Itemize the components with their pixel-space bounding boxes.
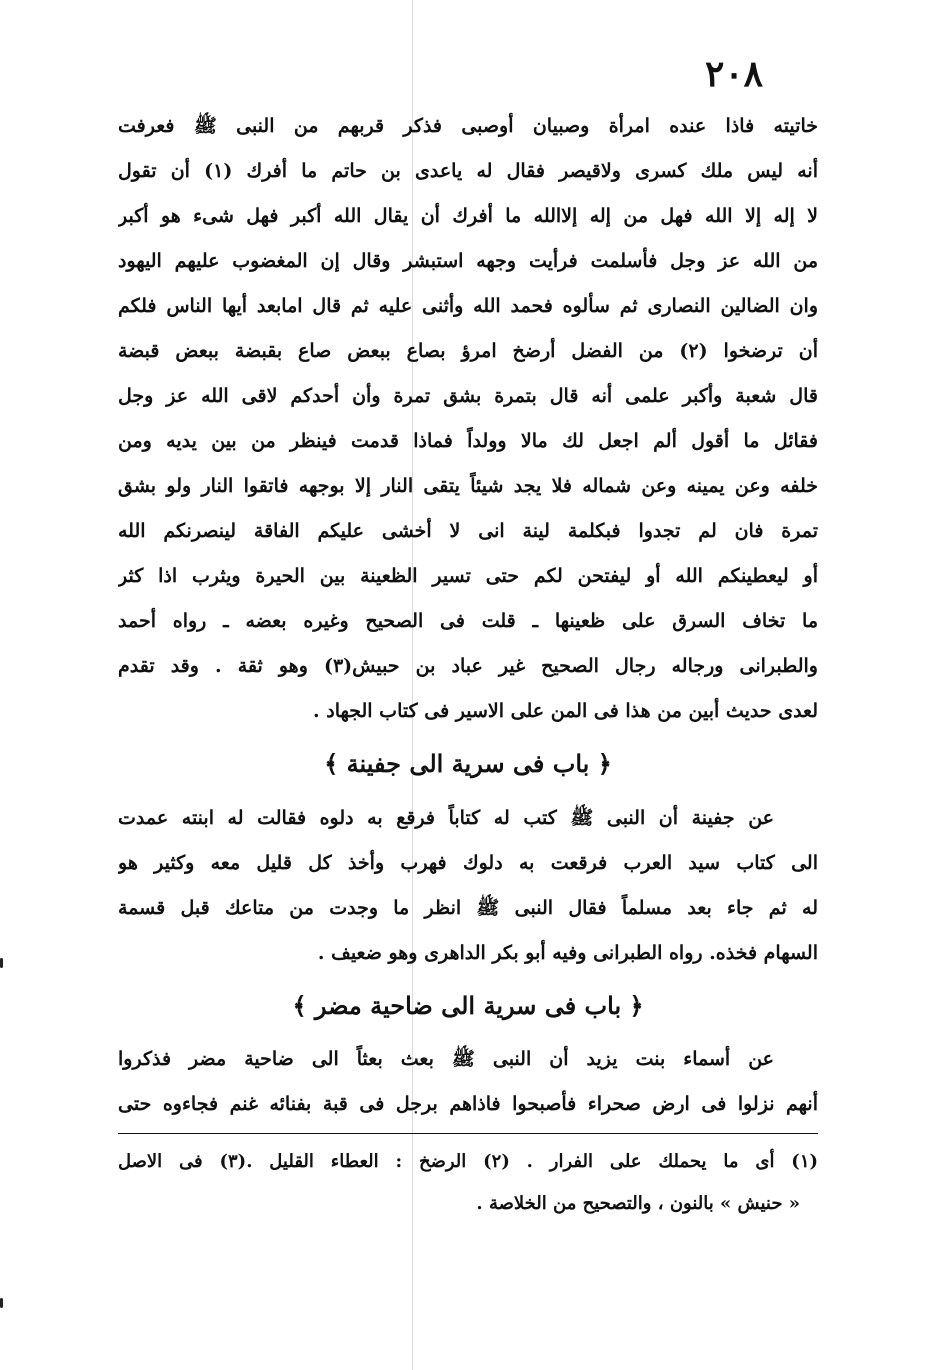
section-line: عن أسماء بنت يزيد أن النبى ﷺ بعث بعثاً الى ضاحية مضر فذكروا: [118, 1048, 774, 1070]
body-line: قال شعبة وأكبر علمى أنه قال بتمرة بشق تمرة وأن أحدكم لاقى الله عز وجل: [118, 385, 818, 407]
body-line: أو ليعطينكم الله أو ليفتحن لكم حتى تسير الظعينة بين الحيرة ويثرب اذا كثر: [118, 565, 818, 587]
section-line: السهام فخذه. رواه الطبرانى وفيه أبو بكر الداهرى وهو ضعيف .: [317, 942, 818, 964]
body-line: والطبرانى ورجاله رجال الصحيح غير عباد بن حبيش(٣) وهو ثقة . وقد تقدم: [118, 655, 818, 677]
section-line: عن جفينة أن النبى ﷺ كتب له كتاباً فرقع به دلوه فقالت له ابنته عمدت: [118, 807, 774, 829]
scan-speck: [0, 958, 3, 968]
body-line: خلفه وعن يمينه وعن شماله فلا يجد شيئاً يتقى النار إلا بوجهه فاتقوا النار ولو بشق: [118, 475, 818, 497]
body-line: من الله عز وجل فأسلمت فرأيت وجهه استبشر وقال إن المغضوب عليهم اليهود: [118, 250, 818, 272]
body-line: أنه ليس ملك كسرى ولاقيصر فقال له ياعدى بن حاتم ما أفرك (١) أن تقول: [118, 160, 818, 182]
body-line: تمرة فان لم تجدوا فبكلمة لينة انى لا أخشى عليكم الفاقة لينصرنكم الله: [118, 520, 818, 542]
body-line: لعدى حديث أبين من هذا فى المن على الاسير فى كتاب الجهاد .: [313, 700, 818, 722]
body-line: فقائل ما أقول ألم اجعل لك مالا وولداً فماذا قدمت فينظر من بين يديه ومن: [118, 430, 818, 452]
section-line: له ثم جاء بعد مسلماً فقال النبى ﷺ انظر ما وجدت من متاعك قبل قسمة: [118, 897, 818, 919]
body-line: خاتيته فاذا عنده امرأة وصبيان أوصبى فذكر قربهم من النبى ﷺ فعرفت: [118, 115, 818, 137]
section-line: أنهم نزلوا فى ارض صحراء فأصبحوا فاذاهم برجل فى قبة بفنائه غنم فجاءوه حتى: [118, 1093, 818, 1115]
footnote-divider: [118, 1133, 818, 1134]
section-heading-mudar: ﴿ باب فى سرية الى ضاحية مضر ﴾: [292, 991, 644, 1020]
scan-speck: [0, 1298, 3, 1308]
body-line: أن ترضخوا (٢) من الفضل أرضخ امرؤ بصاع ببعض صاع بقبضة ببعض قبضة: [118, 340, 818, 362]
footnote-line: (١) أى ما يحملك على الفرار . (٢) الرضخ : العطاء القليل .(٣) فى الاصل: [118, 1151, 818, 1172]
page-number: ٢٠٨: [704, 53, 763, 95]
body-line: ما تخاف السرق على ظعينها ـ قلت فى الصحيح وغيره بعضه ـ رواه أحمد: [118, 610, 818, 632]
section-line: الى كتاب سيد العرب فرقعت به دلوك فهرب وأخذ كل قليل معه وكثير هو: [118, 852, 818, 874]
body-line: وان الضالين النصارى ثم سألوه فحمد الله وأثنى عليه ثم قال امابعد أيها الناس فلكم: [118, 295, 818, 317]
footnote-line: « حنيش » بالنون ، والتصحيح من الخلاصة .: [476, 1193, 800, 1214]
body-line: لا إله إلا الله فهل من إله إلاالله ما أفرك أن يقال الله أكبر فهل شىء هو أكبر: [118, 205, 818, 227]
section-heading-jufaina: ﴿ باب فى سرية الى جفينة ﴾: [324, 749, 612, 778]
